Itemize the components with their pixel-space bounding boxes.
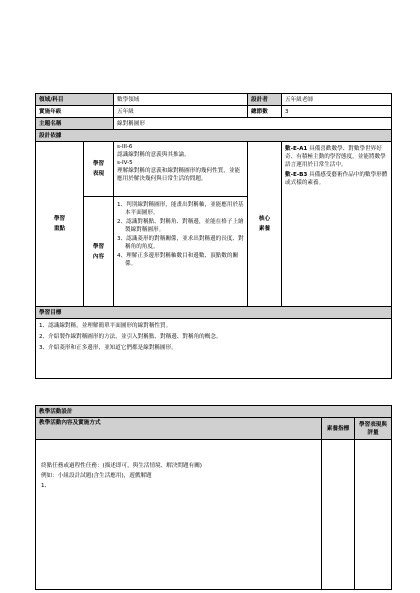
assessment-header: 學習表現與評量 — [355, 418, 392, 440]
objectives-title: 學習目標 — [36, 307, 392, 319]
core-content — [282, 142, 392, 307]
content-list — [117, 201, 244, 268]
literacy-cell — [322, 440, 355, 590]
content-item: 1、判別線對稱圖形，能畫出對稱軸，並能應用於基本平面圖形。 — [117, 202, 244, 216]
assessment-cell — [355, 440, 392, 590]
topic-value: 線對稱圖形 — [114, 118, 392, 130]
activity-line: 終點任務或過程性任務：(描述即可，與生活情境、解決問題有關) — [41, 463, 202, 469]
lesson-plan-table — [35, 93, 392, 379]
activity-table — [35, 405, 392, 590]
performance-line: s-III-6 — [117, 144, 133, 150]
performance-line: 認識線對稱的意義與其推論。 — [117, 152, 190, 158]
designer-value: 五年級老師 — [282, 94, 392, 106]
performance-line: 理解線對稱的意義和線對稱圖形的幾何性質，並能應用於解決幾何與日常生活的問題。 — [117, 168, 241, 182]
performance-content — [114, 142, 248, 197]
content-label-cell — [84, 197, 114, 307]
field-label: 領域/科目 — [36, 94, 114, 106]
sessions-label: 總節數 — [248, 106, 282, 118]
objective-item: 2、介紹製作線對稱圖形的方法，並引入對稱點、對稱邊、對稱角的概念。 — [39, 334, 222, 340]
objective-item: 1、認識線對稱，並理解簡單平面圖形的線對稱性質。 — [39, 323, 172, 329]
content-item: 3、認識菱形的對稱關係，並求出對稱邊的長度、對稱角的角度。 — [117, 236, 244, 250]
grade-value: 五年級 — [114, 106, 248, 118]
activity-line: 例如：小組設計試題(含生活應用)，遊戲解題 — [41, 473, 152, 479]
performance-label: 學習表現 — [92, 161, 105, 177]
grade-label: 實施年級 — [36, 106, 114, 118]
content-item: 2、認識對稱點、對稱角、對稱邊，並能在格子上繪製線對稱圖形。 — [117, 219, 244, 233]
literacy-header: 素養指標 — [322, 418, 355, 440]
objectives-content — [36, 319, 392, 379]
field-value: 數學領域 — [114, 94, 248, 106]
activity-body — [36, 440, 322, 590]
sessions-value: 3 — [282, 106, 392, 118]
core-label-cell — [248, 142, 282, 307]
core-item — [285, 145, 388, 169]
activity-title: 教學活動設計 — [36, 406, 392, 418]
core-code: 數-E-B3 — [285, 172, 308, 178]
content-item: 4、理解正多邊形對稱軸數目和邊數、頂點數的關係。 — [117, 253, 239, 267]
learning-content — [114, 197, 248, 307]
topic-label: 主題名稱 — [36, 118, 114, 130]
learning-focus-label — [36, 142, 84, 307]
learning-focus-text: 學習重點 — [53, 216, 66, 232]
core-text: 具備感受藝術作品中的數學形體或式樣的素養。 — [285, 172, 388, 186]
activity-content-header: 教學活動內容及實施方式 — [36, 418, 322, 440]
activity-line: 1、 — [41, 483, 51, 489]
core-code: 數-E-A1 — [285, 146, 308, 152]
core-text: 具備喜歡數學、對數學世界好奇、有積極主動的學習態度，並能將數學語言運用於日常生活中。 — [285, 146, 386, 168]
core-label: 核心素養 — [258, 216, 271, 232]
core-item — [285, 171, 388, 187]
basis-title: 設計依據 — [36, 130, 392, 142]
objective-item: 3、介紹菱形和正多邊形，並知道它們都是線對稱圖形。 — [39, 345, 177, 351]
content-label: 學習內容 — [92, 243, 105, 260]
designer-label: 設計者 — [248, 94, 282, 106]
performance-label-cell — [84, 142, 114, 197]
performance-line: s-IV-5 — [117, 160, 133, 166]
